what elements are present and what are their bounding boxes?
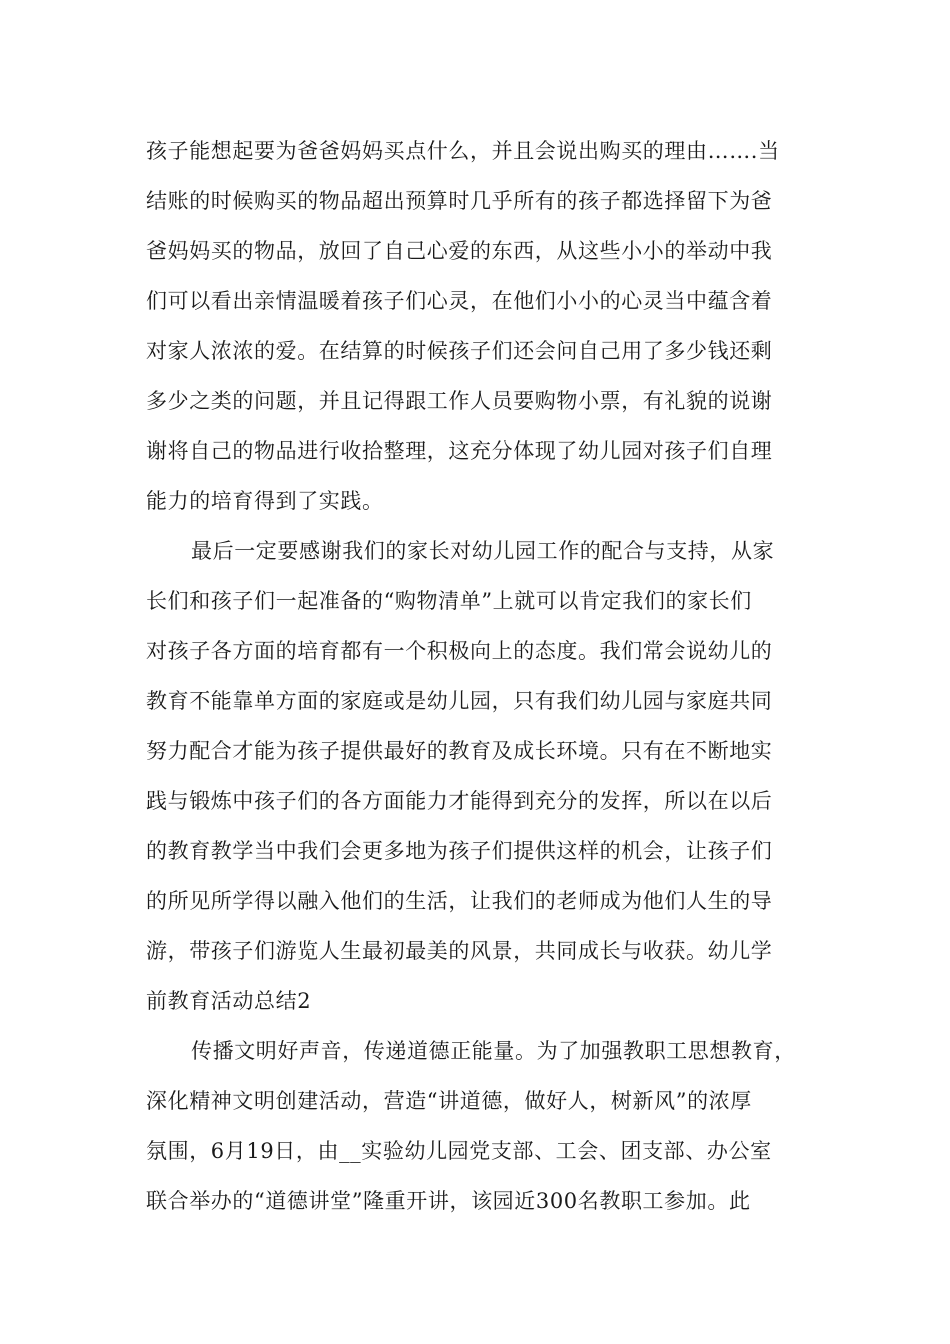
text-line: 游，带孩子们游览人生最初最美的风景，共同成长与收获。幼儿学 <box>146 939 773 963</box>
text-line: 努力配合才能为孩子提供最好的教育及成长环境。只有在不断地实 <box>146 739 773 763</box>
text-line: 孩子能想起要为爸爸妈妈买点什么，并且会说出购买的理由…….当 <box>146 139 780 163</box>
text-line: 长们和孩子们一起准备的“购物清单”上就可以肯定我们的家长们 <box>146 589 752 613</box>
text-line: 前教育活动总结2 <box>146 989 312 1013</box>
text-line: 们可以看出亲情温暖着孩子们心灵，在他们小小的心灵当中蕴含着 <box>146 289 773 313</box>
text-line: 爸妈妈买的物品，放回了自己心爱的东西，从这些小小的举动中我 <box>146 239 773 263</box>
paragraph-first-line: 最后一定要感谢我们的家长对幼儿园工作的配合与支持，从家 <box>191 539 775 563</box>
text-line: 对孩子各方面的培育都有一个积极向上的态度。我们常会说幼儿的 <box>146 639 773 663</box>
text-line: 联合举办的“道德讲堂”隆重开讲，该园近300名教职工参加。此 <box>146 1189 751 1213</box>
text-line: 谢将自己的物品进行收拾整理，这充分体现了幼儿园对孩子们自理 <box>146 439 773 463</box>
text-line: 结账的时候购买的物品超出预算时几乎所有的孩子都选择留下为爸 <box>146 189 773 213</box>
text-line: 多少之类的问题，并且记得跟工作人员要购物小票，有礼貌的说谢 <box>146 389 773 413</box>
text-line: 践与锻炼中孩子们的各方面能力才能得到充分的发挥，所以在以后 <box>146 789 773 813</box>
text-line: 教育不能靠单方面的家庭或是幼儿园，只有我们幼儿园与家庭共同 <box>146 689 773 713</box>
text-line: 的所见所学得以融入他们的生活，让我们的老师成为他们人生的导 <box>146 889 773 913</box>
text-line: 氛围，6月19日，由__实验幼儿园党支部、工会、团支部、办公室 <box>146 1139 772 1163</box>
text-line: 能力的培育得到了实践。 <box>146 489 384 513</box>
paragraph-first-line: 传播文明好声音，传递道德正能量。为了加强教职工思想教育， <box>191 1039 796 1063</box>
text-line: 深化精神文明创建活动，营造“讲道德，做好人，树新风”的浓厚 <box>146 1089 752 1113</box>
text-line: 的教育教学当中我们会更多地为孩子们提供这样的机会，让孩子们 <box>146 839 773 863</box>
text-line: 对家人浓浓的爱。在结算的时候孩子们还会问自己用了多少钱还剩 <box>146 339 773 363</box>
